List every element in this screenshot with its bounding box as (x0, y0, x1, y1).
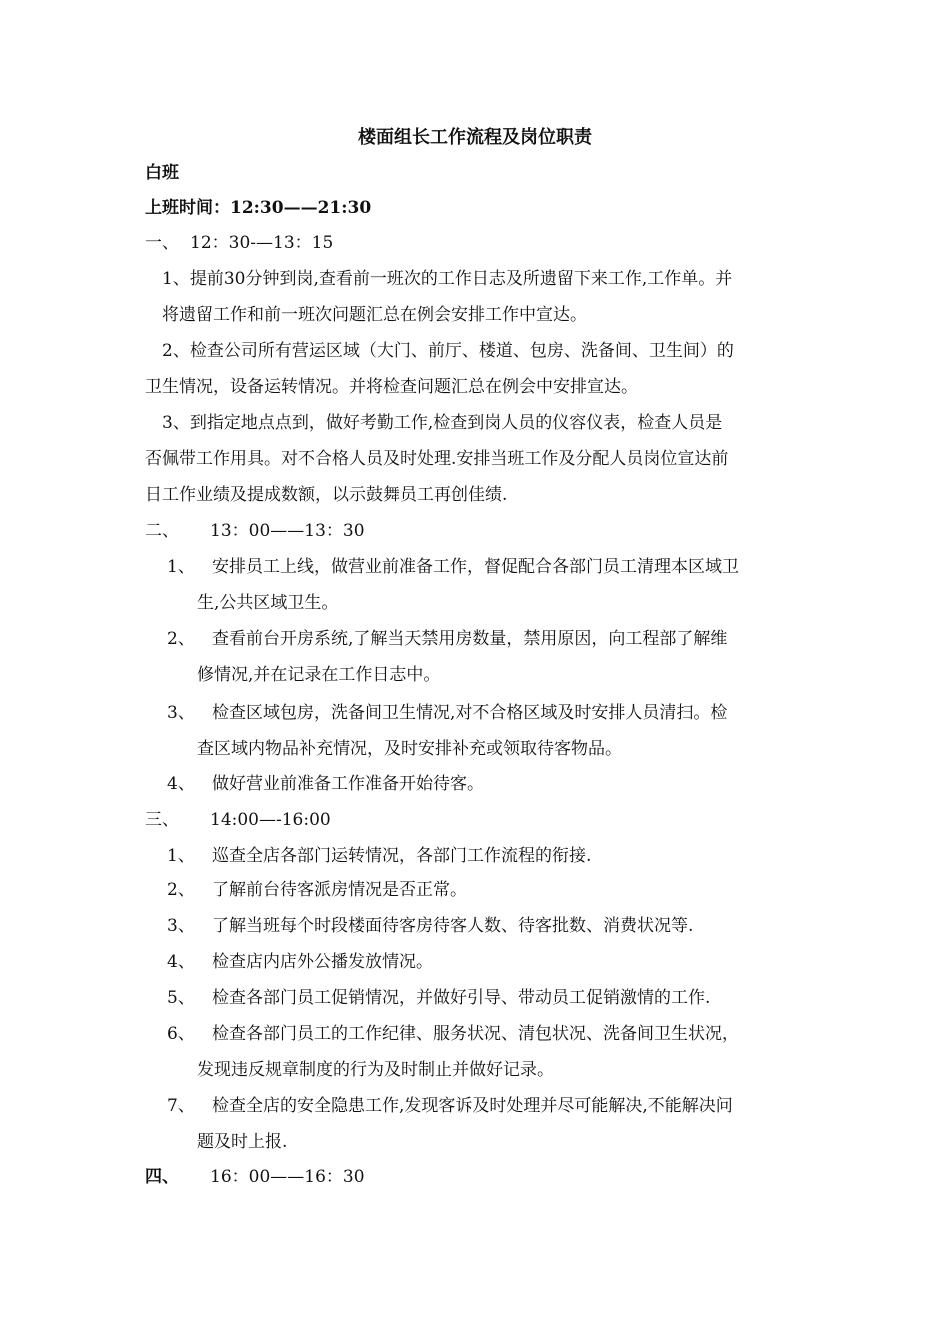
section-2-item-1-line-2: 生,公共区域卫生。 (197, 593, 339, 613)
section-2-item-4-number: 4、 (167, 774, 195, 794)
section-3-item-1-line-1: 巡查全店各部门运转情况，各部门工作流程的衔接. (212, 846, 592, 866)
section-4-number: 四、 (145, 1167, 179, 1187)
section-2-item-3-line-2: 查区域内物品补充情况，及时安排补充或领取待客物品。 (197, 739, 622, 759)
section-2-number: 二、 (145, 521, 179, 541)
section-1-para-2-line-1: 2、检查公司所有营运区域（大门、前厅、楼道、包房、洗备间、卫生间）的 (162, 341, 734, 361)
section-3-time: 14:00—-16:00 (210, 810, 331, 830)
section-2-item-4-line-1: 做好营业前准备工作准备开始待客。 (212, 774, 484, 794)
section-3-item-5-number: 5、 (167, 988, 195, 1008)
section-1-para-3-line-3: 日工作业绩及提成数额，以示鼓舞员工再创佳绩. (145, 485, 508, 505)
section-3-item-3-line-1: 了解当班每个时段楼面待客房待客人数、待客批数、消费状况等. (212, 916, 694, 936)
section-1-para-1-line-2: 将遗留工作和前一班次问题汇总在例会安排工作中宣达。 (162, 305, 587, 325)
section-2-item-2-line-2: 修情况,并在记录在工作日志中。 (197, 665, 441, 685)
section-2-item-2-line-1: 查看前台开房系统,了解当天禁用房数量，禁用原因，向工程部了解维 (212, 629, 728, 649)
section-3-item-5-line-1: 检查各部门员工促销情况，并做好引导、带动员工促销激情的工作. (212, 988, 711, 1008)
section-3-item-7-line-1: 检查全店的安全隐患工作,发现客诉及时处理并尽可能解决,不能解决问 (212, 1096, 733, 1116)
section-3-item-7-number: 7、 (167, 1096, 195, 1116)
page-title: 楼面组长工作流程及岗位职责 (358, 127, 592, 148)
section-2-time: 13：00——13：30 (210, 521, 365, 541)
section-3-item-2-number: 2、 (167, 880, 195, 900)
section-3-item-4-number: 4、 (167, 952, 195, 972)
section-1-para-3-line-2: 否佩带工作用具。对不合格人员及时处理.安排当班工作及分配人员岗位宣达前 (145, 449, 729, 469)
section-3-item-6-line-2: 发现违反规章制度的行为及时制止并做好记录。 (197, 1060, 554, 1080)
shift-heading: 白班 (145, 163, 179, 183)
section-3-item-7-line-2: 题及时上报. (197, 1132, 288, 1152)
section-2-item-1-number: 1、 (167, 557, 195, 577)
section-1-para-3-line-1: 3、到指定地点点到，做好考勤工作,检查到岗人员的仪容仪表，检查人员是 (162, 413, 723, 433)
work-time-heading: 上班时间：12:30——21:30 (145, 198, 372, 218)
section-2-item-2-number: 2、 (167, 629, 195, 649)
section-1-number: 一、 (145, 233, 179, 253)
section-2-item-3-line-1: 检查区域包房，洗备间卫生情况,对不合格区域及时安排人员清扫。检 (212, 703, 728, 723)
section-1-time: 12：30-—13：15 (190, 233, 334, 253)
section-1-para-2-line-2: 卫生情况，设备运转情况。并将检查问题汇总在例会中安排宣达。 (145, 377, 638, 397)
section-3-item-6-number: 6、 (167, 1024, 195, 1044)
section-3-item-3-number: 3、 (167, 916, 195, 936)
section-2-item-1-line-1: 安排员工上线，做营业前准备工作，督促配合各部门员工清理本区域卫 (212, 557, 739, 577)
section-2-item-3-number: 3、 (167, 703, 195, 723)
section-3-item-6-line-1: 检查各部门员工的工作纪律、服务状况、清包状况、洗备间卫生状况， (212, 1024, 739, 1044)
section-3-item-4-line-1: 检查店内店外公播发放情况。 (212, 952, 433, 972)
section-4-time: 16：00——16：30 (210, 1167, 365, 1187)
section-3-item-2-line-1: 了解前台待客派房情况是否正常。 (212, 880, 467, 900)
section-3-number: 三、 (145, 810, 179, 830)
section-1-para-1-line-1: 1、提前30分钟到岗,查看前一班次的工作日志及所遗留下来工作,工作单。并 (162, 269, 733, 289)
section-3-item-1-number: 1、 (167, 846, 195, 866)
